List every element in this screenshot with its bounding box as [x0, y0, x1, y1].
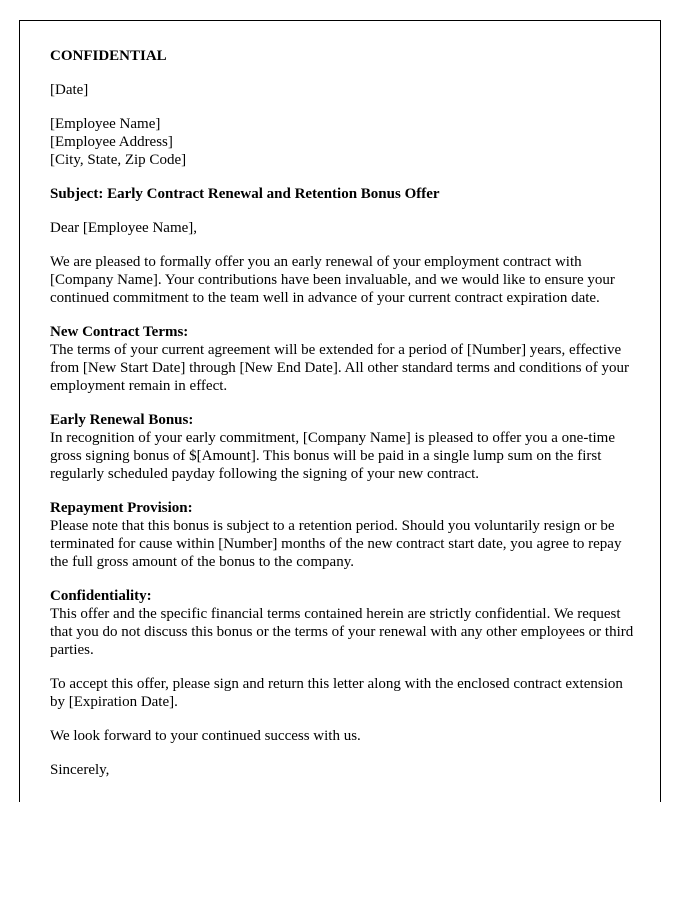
intro-paragraph: We are pleased to formally offer you an early renewal of your employment contract with [Company Name]. Your contributions have been invaluable, and we would like to ensure your continued commitment to the team well in advance of your current contract expiration date. [50, 254, 615, 306]
signoff: Sincerely, [50, 762, 110, 778]
section-body: The terms of your current agreement will be extended for a period of [Number] years, effective from [New Start Date] through [New End Date]. All other standard terms and conditions of your employment remain in effect. [50, 342, 630, 394]
letter-body [50, 47, 636, 795]
address-line-name: [Employee Name] [50, 116, 161, 132]
section-label: New Contract Terms: [50, 324, 189, 340]
subject-line: Subject: Early Contract Renewal and Retention Bonus Offer [50, 186, 440, 202]
section-new-contract-terms [50, 323, 636, 395]
recipient-address [50, 115, 636, 169]
section-body: This offer and the specific financial terms contained herein are strictly confidential. We request that you do not discuss this bonus or the terms of your renewal with any other employees or third parties. [50, 606, 634, 658]
address-line-street: [Employee Address] [50, 134, 173, 150]
section-confidentiality [50, 587, 636, 659]
section-label: Repayment Provision: [50, 500, 193, 516]
letter-page [19, 20, 661, 802]
confidential-heading: CONFIDENTIAL [50, 48, 167, 64]
letter-date: [Date] [50, 82, 89, 98]
closing-remark: We look forward to your continued success with us. [50, 728, 361, 744]
section-label: Early Renewal Bonus: [50, 412, 194, 428]
section-label: Confidentiality: [50, 588, 152, 604]
section-repayment-provision [50, 499, 636, 571]
section-body: In recognition of your early commitment, [Company Name] is pleased to offer you a one-time gross signing bonus of $[Amount]. This bonus will be paid in a single lump sum on the first regularly scheduled payday following the signing of your new contract. [50, 430, 615, 482]
address-line-city: [City, State, Zip Code] [50, 152, 187, 168]
salutation: Dear [Employee Name], [50, 220, 198, 236]
section-early-renewal-bonus [50, 411, 636, 483]
section-body: Please note that this bonus is subject to a retention period. Should you voluntarily resign or be terminated for cause within [Number] months of the new contract start date, you agree to repay the full gross amount of the bonus to the company. [50, 518, 622, 570]
acceptance-paragraph: To accept this offer, please sign and return this letter along with the enclosed contract extension by [Expiration Date]. [50, 676, 623, 710]
